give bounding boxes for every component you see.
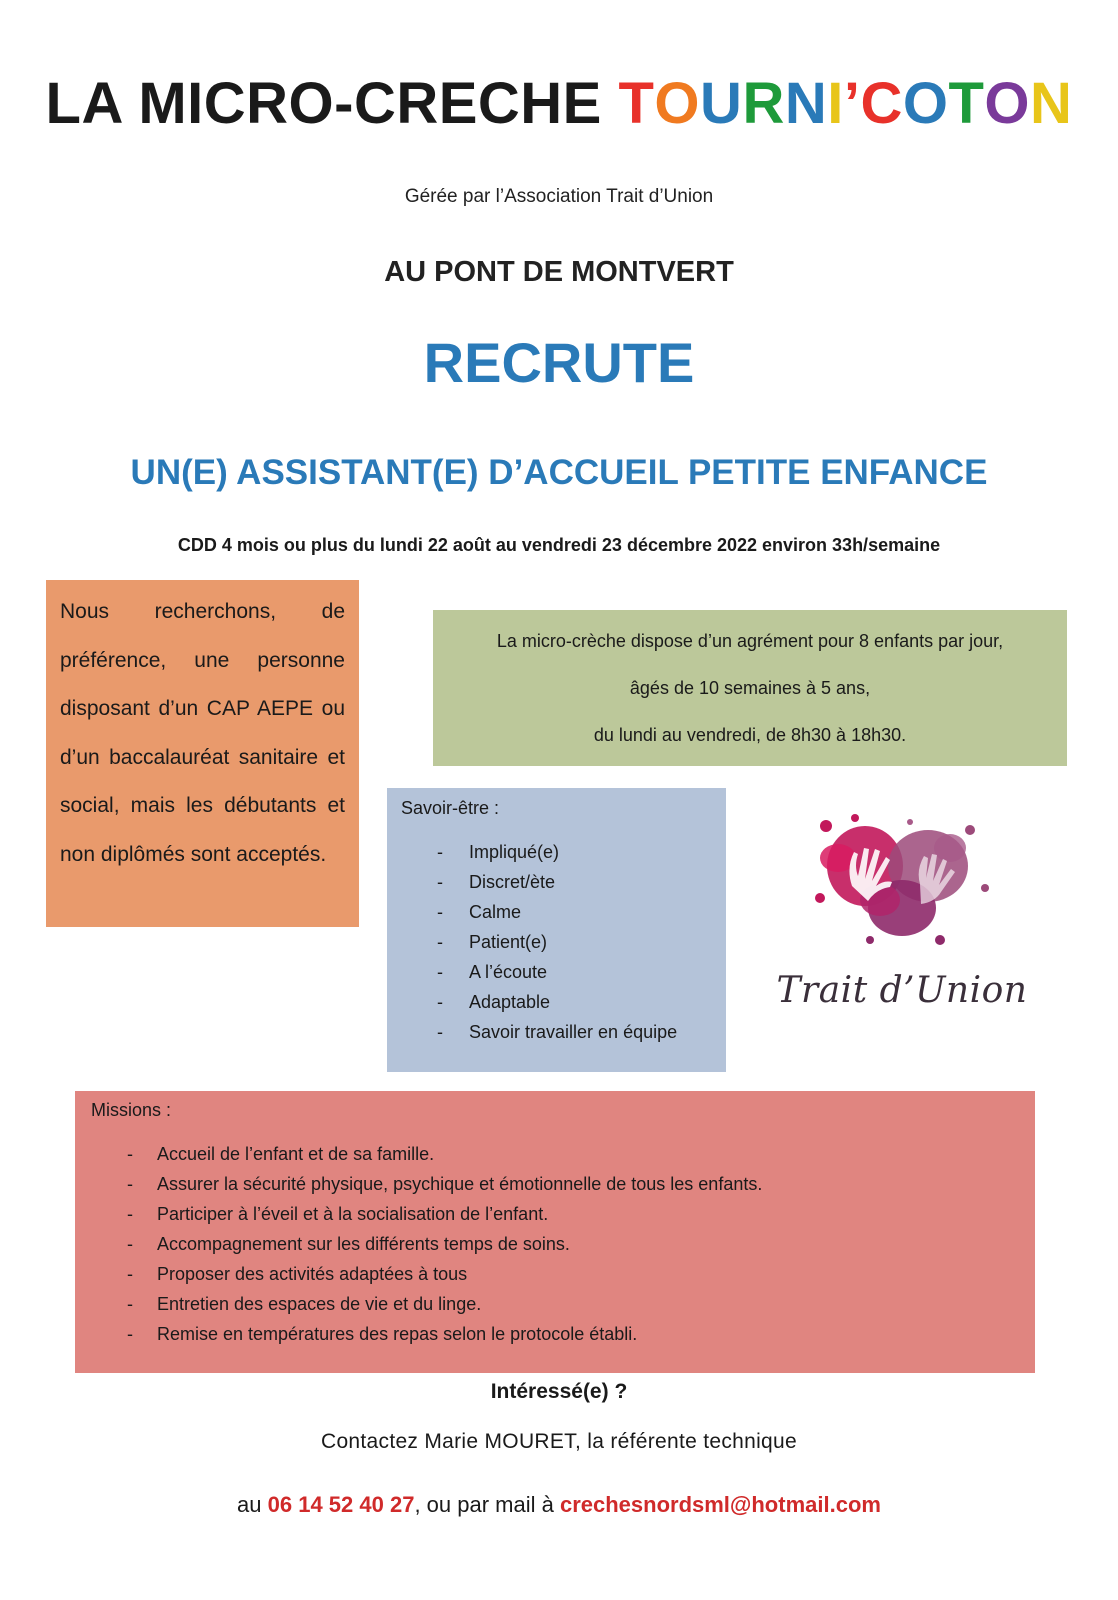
title-letter: N	[1030, 71, 1073, 136]
logo-text: Trait d’Union	[776, 970, 1028, 1011]
contact-line: Contactez Marie MOURET, la référente technique	[320, 1430, 797, 1453]
dash-bullet: -	[437, 962, 443, 982]
list-item: - A l’écoute	[401, 957, 712, 987]
position-heading: UN(E) ASSISTANT(E) D’ACCUEIL PETITE ENFANCE	[130, 453, 988, 492]
profile-box	[46, 580, 359, 927]
phone-prefix: au	[237, 1492, 268, 1517]
title-letter: O	[654, 71, 701, 136]
missions-box	[75, 1091, 1035, 1373]
title-letter: I	[827, 71, 844, 136]
info-line-1: La micro-crèche dispose d’un agrément pour 8 enfants par jour,	[496, 631, 1004, 651]
dash-bullet: -	[127, 1204, 133, 1224]
list-item: - Accueil de l’enfant et de sa famille.	[91, 1139, 1019, 1169]
list-item: - Savoir travailler en équipe	[401, 1017, 712, 1047]
profile-text: Nous recherchons, de préférence, une personne disposant d’un CAP AEPE ou d’un baccalauréat sanitaire et social, mais les débutants et non diplômés sont acceptés.	[60, 600, 345, 866]
paint-splash-icon	[815, 814, 989, 945]
phone-number[interactable]: 06 14 52 40 27	[267, 1492, 415, 1517]
dash-bullet: -	[437, 902, 443, 922]
info-line-2: âgés de 10 semaines à 5 ans,	[629, 678, 871, 698]
title-prefix: LA MICRO-CRECHE	[45, 71, 619, 136]
list-item: - Participer à l’éveil et à la socialisation de l’enfant.	[91, 1199, 1019, 1229]
title-letter: O	[984, 71, 1031, 136]
dash-bullet: -	[127, 1174, 133, 1194]
dash-bullet: -	[127, 1144, 133, 1164]
list-item: - Adaptable	[401, 987, 712, 1017]
list-item: - Impliqué(e)	[401, 837, 712, 867]
title-rainbow-name	[618, 71, 1072, 136]
info-line-3: du lundi au vendredi, de 8h30 à 18h30.	[593, 725, 907, 745]
title-letter: T	[948, 71, 985, 136]
dash-bullet: -	[437, 842, 443, 862]
phone-mail-line	[0, 1492, 1118, 1518]
missions-list	[91, 1139, 1019, 1349]
list-item: - Proposer des activités adaptées à tous	[91, 1259, 1019, 1289]
list-item: - Accompagnement sur les différents temps de soins.	[91, 1229, 1019, 1259]
title-letter: O	[902, 71, 949, 136]
dash-bullet: -	[437, 932, 443, 952]
mail-prefix: , ou par mail à	[414, 1492, 560, 1517]
dash-bullet: -	[437, 1022, 443, 1042]
list-item: - Calme	[401, 897, 712, 927]
savoir-etre-list	[401, 837, 712, 1047]
title-letter: ’	[843, 71, 861, 136]
contract-details: CDD 4 mois ou plus du lundi 22 août au vendredi 23 décembre 2022 environ 33h/semaine	[177, 535, 941, 555]
info-box	[433, 610, 1067, 766]
list-item: - Entretien des espaces de vie et du linge.	[91, 1289, 1019, 1319]
savoir-etre-box	[387, 788, 726, 1072]
dash-bullet: -	[437, 872, 443, 892]
title-letter: R	[742, 71, 785, 136]
list-item: - Assurer la sécurité physique, psychique et émotionnelle de tous les enfants.	[91, 1169, 1019, 1199]
title-letter: N	[784, 71, 828, 136]
recrute-heading: RECRUTE	[423, 331, 695, 394]
dash-bullet: -	[437, 992, 443, 1012]
interest-heading: Intéressé(e) ?	[490, 1380, 628, 1403]
title-letter: C	[860, 71, 903, 136]
title-letter: U	[700, 71, 743, 136]
savoir-etre-heading: Savoir-être :	[401, 798, 500, 818]
dash-bullet: -	[127, 1234, 133, 1254]
list-item: - Patient(e)	[401, 927, 712, 957]
list-item: - Discret/ète	[401, 867, 712, 897]
missions-heading: Missions :	[91, 1100, 172, 1120]
email-link[interactable]: crechesnordsml@hotmail.com	[559, 1492, 881, 1517]
dash-bullet: -	[127, 1324, 133, 1344]
association-subtitle: Gérée par l’Association Trait d’Union	[404, 186, 714, 207]
location-heading: AU PONT DE MONTVERT	[384, 256, 734, 288]
dash-bullet: -	[127, 1294, 133, 1314]
dash-bullet: -	[127, 1264, 133, 1284]
list-item: - Remise en températures des repas selon le protocole établi.	[91, 1319, 1019, 1349]
poster-title	[0, 70, 1118, 137]
title-letter: T	[618, 71, 655, 136]
